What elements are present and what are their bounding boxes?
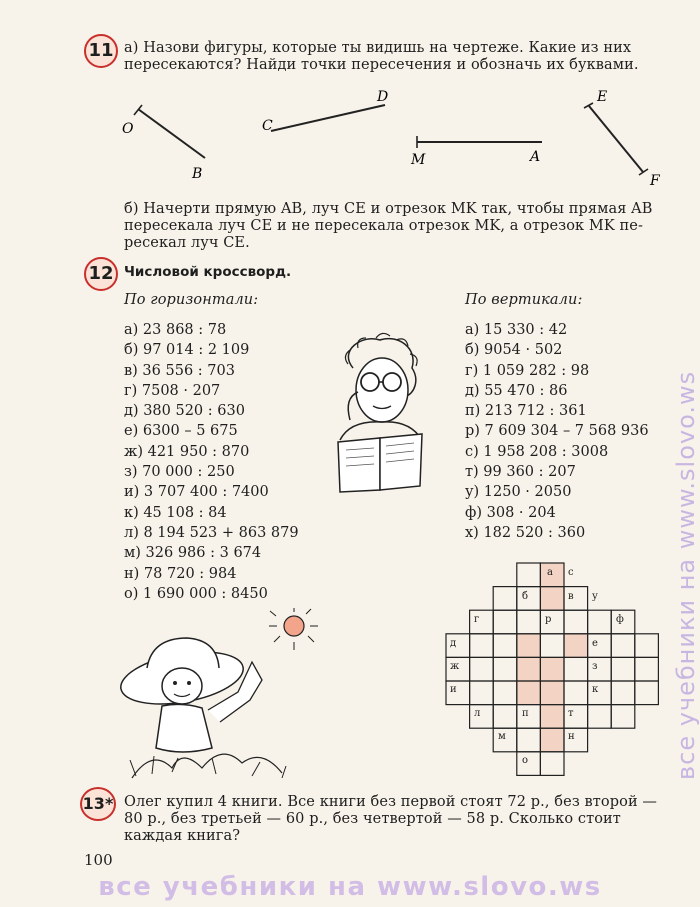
clue-v: п) 213 712 : 361: [465, 403, 587, 420]
cw-label-zh: ж: [450, 661, 460, 672]
girl-with-book-illustration: [318, 330, 433, 500]
clue-h: д) 380 520 : 630: [124, 403, 245, 420]
crossword-shaded-cell: [540, 657, 564, 681]
crossword-shaded-cell: [564, 634, 588, 658]
label-b: B: [192, 166, 203, 182]
crossword-shaded-cell: [540, 705, 564, 729]
crossword-cell: [470, 634, 494, 658]
horizontal-title: По горизонтали:: [124, 292, 259, 308]
cw-label-k: к: [592, 684, 599, 695]
task-13-badge: 13*: [80, 787, 116, 821]
page-number: 100: [84, 851, 113, 869]
cw-label-m: м: [498, 731, 506, 742]
clue-h: и) 3 707 400 : 7400: [124, 484, 269, 501]
label-d: D: [377, 89, 389, 105]
crossword-cell: [564, 681, 588, 705]
crossword-shaded-cell: [517, 657, 541, 681]
bottom-watermark: все учебники на www.slovo.ws: [98, 872, 602, 902]
cw-label-g: г: [474, 614, 480, 625]
cw-label-p: п: [522, 708, 529, 719]
task-11-part-a-line-2: пересекаются? Найди точки пересечения и обозначь их буквами.: [124, 57, 639, 73]
cw-label-a: а: [547, 567, 553, 578]
crossword-cell: [611, 634, 635, 658]
task-11-part-b-line-3: ресекал луч CE.: [124, 235, 250, 251]
task-13-text: [124, 794, 669, 845]
clue-v: ф) 308 · 204: [465, 504, 556, 521]
label-m: M: [411, 152, 426, 168]
clue-h: е) 6300 – 5 675: [124, 423, 238, 440]
vertical-title: По вертикали:: [465, 292, 583, 308]
clue-h: к) 45 108 : 84: [124, 504, 227, 521]
cw-label-o: о: [522, 755, 529, 766]
task-11-part-a: [124, 40, 664, 74]
task-13-line-3: каждая книга?: [124, 828, 241, 844]
ray-cd: [271, 105, 385, 131]
cw-label-r: р: [545, 614, 552, 625]
clue-v: б) 9054 · 502: [465, 342, 563, 359]
crossword-cell: [540, 634, 564, 658]
cw-label-b: б: [522, 591, 529, 602]
task-12-title: Числовой кроссворд.: [124, 264, 292, 280]
crossword-cell: [588, 705, 612, 729]
cw-label-l: л: [474, 708, 481, 719]
task-13-line-1: Олег купил 4 книги. Все книги без первой стоят 72 р., без второй —: [124, 794, 658, 810]
crossword-shaded-cell: [517, 681, 541, 705]
clue-h: б) 97 014 : 2 109: [124, 342, 250, 359]
clue-h: г) 7508 · 207: [124, 382, 221, 399]
crossword-shaded-cell: [540, 587, 564, 611]
segment-ob: [138, 109, 205, 158]
clue-v: д) 55 470 : 86: [465, 382, 568, 399]
crossword-grid: [440, 558, 670, 788]
task-11-part-b: [124, 201, 664, 252]
clue-h: н) 78 720 : 984: [124, 565, 237, 582]
label-a: A: [530, 149, 541, 165]
cw-label-d: д: [450, 638, 457, 649]
boy-with-hat-illustration: [112, 608, 332, 788]
cw-label-s: с: [568, 567, 574, 578]
cw-label-e: е: [592, 638, 598, 649]
crossword-cell: [517, 610, 541, 634]
clue-h: л) 8 194 523 + 863 879: [124, 524, 299, 541]
clue-h: ж) 421 950 : 870: [124, 443, 250, 460]
crossword-cell: [540, 610, 564, 634]
crossword-cell: [493, 587, 517, 611]
clue-h: а) 23 868 : 78: [124, 322, 227, 338]
crossword-cell: [635, 681, 659, 705]
crossword-cell: [493, 705, 517, 729]
task-11-part-a-line-1: а) Назови фигуры, которые ты видишь на чертеже. Какие из них: [124, 40, 632, 56]
task-11-part-b-line-1: б) Начерти прямую AB, луч CE и отрезок MK так, чтобы прямая AB: [124, 201, 653, 217]
task-12-badge: 12: [84, 257, 118, 291]
cw-label-z: з: [592, 661, 598, 672]
crossword-cell: [564, 610, 588, 634]
cw-label-i: и: [450, 684, 457, 695]
crossword-shaded-cell: [540, 681, 564, 705]
crossword-cell: [470, 681, 494, 705]
crossword-cell: [635, 657, 659, 681]
side-watermark: все учебники на www.slovo.ws: [672, 370, 700, 780]
crossword-cell: [493, 657, 517, 681]
crossword-cell: [540, 752, 564, 776]
segment-ef: [589, 106, 643, 172]
crossword-cell: [493, 634, 517, 658]
cw-label-f: ф: [616, 614, 624, 625]
label-e: E: [597, 89, 608, 105]
crossword-cell: [493, 681, 517, 705]
cw-label-v: в: [568, 591, 574, 602]
tick-e: [584, 103, 593, 108]
clue-v: х) 182 520 : 360: [465, 524, 586, 541]
label-f: F: [650, 173, 660, 189]
crossword-cell: [493, 610, 517, 634]
crossword-cell: [517, 752, 541, 776]
crossword-cell: [635, 634, 659, 658]
crossword-cell: [517, 728, 541, 752]
clue-v: р) 7 609 304 – 7 568 936: [465, 423, 649, 440]
clue-v: у) 1250 · 2050: [465, 484, 572, 501]
clue-h: м) 326 986 : 3 674: [124, 545, 262, 562]
crossword-cell: [588, 610, 612, 634]
horizontal-clues: [124, 320, 299, 604]
crossword-shaded-cell: [517, 634, 541, 658]
clue-h: з) 70 000 : 250: [124, 464, 235, 481]
clue-v: т) 99 360 : 207: [465, 464, 576, 481]
crossword-cell: [517, 587, 541, 611]
crossword-shaded-cell: [540, 728, 564, 752]
cw-label-u: у: [592, 591, 598, 602]
crossword-cell: [517, 563, 541, 587]
task-11-badge: 11: [84, 34, 118, 68]
cw-label-n: н: [568, 731, 575, 742]
crossword-cell: [611, 681, 635, 705]
label-o: O: [122, 121, 134, 137]
clue-v: с) 1 958 208 : 3008: [465, 443, 609, 460]
crossword-cell: [564, 657, 588, 681]
clue-h: о) 1 690 000 : 8450: [124, 585, 268, 602]
task-11-part-b-line-2: пересекала луч CE и не пересекала отрезок MK, а отрезок MK пе-: [124, 218, 643, 234]
clue-v: а) 15 330 : 42: [465, 322, 568, 338]
clue-h: в) 36 556 : 703: [124, 362, 235, 379]
clue-v: г) 1 059 282 : 98: [465, 362, 590, 379]
crossword-cell: [470, 657, 494, 681]
geometry-figures: [110, 84, 680, 194]
label-c: C: [262, 118, 273, 134]
vertical-clues: [465, 320, 649, 543]
crossword-cell: [611, 705, 635, 729]
task-13-line-2: 80 р., без третьей — 60 р., без четвертой — 58 р. Сколько стоит: [124, 811, 621, 827]
crossword-cell: [611, 657, 635, 681]
cw-label-t: т: [568, 708, 574, 719]
